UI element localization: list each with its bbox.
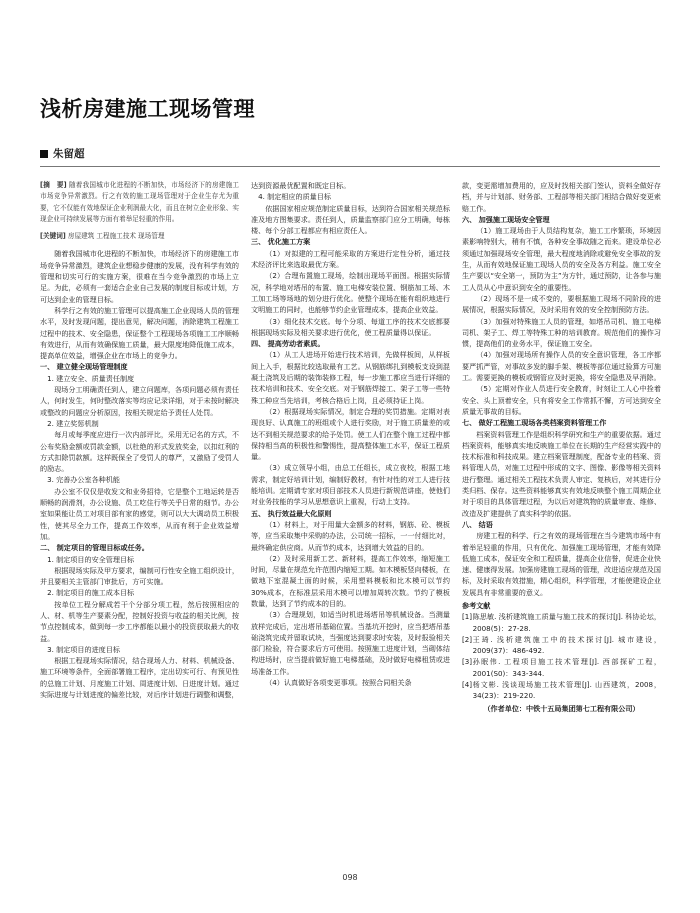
paragraph: 档案资料管理工作是组织科学研究和生产的重要依据。通过档案资料，能够真实地反映施工单位在长期的生产经营实践中的技术标准和科技成果。建立档案管理制度，配备专业的档案、资料管理人员，对施工过程中形成的文字、图像、影像等相关资料进行整理。通过相关工程技术负责人审定、复核后，对其进行分类归档、保存。这些资料能够真实有效地反映整个施工周期企业对于项目的具体管理过程，为以后对建筑物的质量审查、维修、改造及扩建提供了真实科学的依据。 [462, 429, 661, 518]
paragraph: （1）对拟建的工程可能采取的方案进行定性分析，通过技术经济评比来选取最优方案。 [251, 248, 450, 270]
reference-text: 杨文彬. 浅谈现场施工技术管理[J]. 山西建筑，2008，34(23)：219-220. [472, 680, 661, 701]
reference-item [462, 679, 661, 702]
paragraph: （1）施工现场由于人员结构复杂，施工工序繁琐，环境因素影响特别大，稍有不慎，各种安全事故随之而来。建设单位必须通过加强现场安全管理，最大程度地消除或避免安全事故的发生，从而有效地保证施工现场人员的安全及各方利益。施工安全生产要以“安全第一，预防为主”为方针，通过预防，让各参与施工人员从心中意识到安全的重要性。 [462, 226, 661, 292]
reference-number: [4] [462, 680, 473, 690]
reference-text: 陈思敏. 浅析建筑施工质量与施工技术的探讨[J]. 科协论坛，2008(5)：27-28. [472, 612, 661, 633]
section-heading: 七、 做好工程施工现场各类档案资料管理工作 [462, 418, 607, 428]
section-heading: 三、 优化施工方案 [251, 237, 311, 247]
abstract-label: [摘 要] [40, 181, 67, 189]
paragraph: （3）细化技术交底。每个分项、每道工序的技术交底都要根据现场实际及相关要求进行优化，使工程质量得以保证。 [251, 316, 450, 337]
paragraph: 科学行之有效的施工管理可以提高施工企业现场人员的管理水平，及时发现问题，提出意见，解决问题，消除建筑工程施工过程中的技术、安全隐患，保证整个工程现场各项施工工序顺畅有效进行，从而有效确保施工质量，最大限度地降低施工成本，提高单位效益，增强企业在市场上的竞争力。 [40, 305, 239, 361]
paragraph: 现场分工明确责任到人，建立问题库，各项问题必须有责任人，何时发生，何时整改落实等均应记录详细，对于未按时解决或整改的问题应分析原因，按相关规定给予责任人处罚。 [40, 385, 239, 417]
section-heading: 一、 建立健全现场管理制度 [40, 362, 128, 372]
section-heading: 二、 制定项目的管理目标或任务。 [40, 543, 149, 553]
paragraph: （2）及时采用新工艺、新材料，提高工作效率，缩短施工时间，尽量在规范允许范围内缩短工期。如木模板竖向楼板，在做地下室混凝土面的时候，采用塑料模板和比木模可以节约 30%成本，在标准层采用木模可以增加周转次数。节约了模板数量，达到了节约成本的目的。 [251, 553, 450, 608]
author-line [40, 146, 85, 161]
subsection-heading: 3. 完善办公室各种机能 [47, 475, 120, 485]
reference-item [462, 634, 661, 657]
reference-item [462, 611, 661, 634]
paragraph: 每月或每季度应进行一次内部评比，采用无记名的方式，不公布奖励金额或罚款金额，以杜绝的形式发放奖金，以扣红利的方式扣除罚款额。这样既保全了受罚人的尊严，又激励了受罚人的励志。 [40, 430, 239, 474]
column-3 [462, 180, 661, 714]
subsection-heading: 4. 制定相应的质量目标 [258, 192, 331, 202]
abstract-text: 随着我国城市化进程的不断加快，市场经济下的房建施工市场竞争异常激烈。行之有效的施工现场管理对于企业生存尤为重要，它不仅能有效地保证企业利润最大化，而且在树立企业形象、实现企业可持续发展等方面有着举足轻重的作用。 [40, 181, 239, 223]
page-number: 098 [342, 873, 358, 882]
paragraph: 随着我国城市化进程的不断加快，市场经济下的房建施工市场竞争异常激烈，建筑企业想稳步健康的发展，没有科学有效的管理和切实可行的实施方案，很难在当今竞争激烈的市场上立足。为此，必须有一套适合企业自己发展的制度目标或计划，方可达到企业的管理目标。 [40, 249, 239, 304]
paragraph: （4）认真做好各项变更事项。按照合同相关条 [265, 678, 412, 688]
subsection-heading: 1. 制定项目的安全管理目标 [47, 554, 135, 564]
paragraph: 根据现场实际及甲方要求，编制可行性安全施工组织设计，并且要相关主管部门审批后，方可实施。 [40, 565, 239, 587]
subsection-heading: 3. 制定项目的进度目标 [47, 644, 120, 654]
paragraph: 依据国家相应规范制定质量目标，达到符合国家相关规范标准及地方图集要求。责任到人，质量监察部门应分工明确，每栋楼、每个分部工程都应有相应责任人。 [251, 203, 450, 236]
paragraph: 根据工程现场实际情况，结合现场人力、材料、机械设备、施工环境等条件，全面部署施工程序，定出切实可行、有预见性的总施工计划、月度施工计划、周进度计划、日进度计划。通过实际进度与计划进度的偏差比较，对后序计划进行调整和调整， [40, 656, 239, 700]
reference-item [462, 656, 661, 679]
column-2-body [251, 180, 450, 688]
paragraph-continued: 达到资源最优配置和既定目标。 [251, 181, 351, 190]
paragraph: （2）现场不是一成不变的，要根据施工现场不同阶段的进展情况，根据实际情况，及时采用有效的安全控制预防方法。 [462, 293, 661, 315]
paragraph-continued: 款，变更需增加费用的，应及时找相关部门签认，资料全做好存档，并与计划部、财务部、工程部等相关部门相结合做好变更索赔工作。 [462, 181, 661, 213]
reference-number: [2] [462, 634, 473, 644]
header-divider [40, 166, 660, 167]
paragraph: （4）加强对现场所有操作人员的安全意识管理，各工序都要严抓严管，对事故多发的脚手架、模板等部位通过验算方可施工。需要更换的模板或钢管应及时更换，将安全隐患及早消除。 [462, 350, 661, 383]
article-title: 浅析房建施工现场管理 [40, 97, 255, 121]
column-1 [40, 180, 239, 700]
author-affiliation: （作者单位：中铁十五局集团第七工程有限公司） [483, 703, 640, 713]
paragraph: 办公室不仅仅是收发文和业务招待，它是整个工地运转是否顺畅的润滑剂，办公设施、员工吃住行等关乎日常的细节。办公室如果能让员工对项目部有家的感觉，则可以大大调动员工积极性，使其尽全力工作，提高工作效率，从而有利于企业效益增加。 [40, 486, 239, 541]
paragraph: 房建工程的科学、行之有效的现场管理在当今建筑市场中有着举足轻重的作用，只有优化、加强施工现场管理，才能有效降低施工成本，保证安全和工程质量，提高企业信誉，促进企业快速、健康得发展。加强房建施工现场的管理，改进适应规范及国标，及时采取有效措施，精心组织，科学管理，才能使建设企业发展具有非常重要的意义。 [462, 531, 661, 597]
column-1-body [40, 248, 239, 700]
subsection-heading: 1. 建立安全、质量责任制度 [47, 373, 135, 383]
paragraph: （2）合理布置施工现场，绘制出现场平面图。根据实际情况，科学地对塔吊的布置、施工电梯安装位置、钢筋加工场、木工加工场等场地的划分进行优化。使整个现场在能有组织地进行文明施工的同时，也能够节约企业管理成本，提高企业效益。 [251, 271, 450, 315]
section-heading: 八、 结语 [462, 519, 493, 529]
paragraph: （5）定期对作业人员进行安全教育，时刻让工人心中拴着安全、头上顶着安全，只有将安全工作常抓不懈，方可达到安全质量无事故的目标。 [462, 384, 661, 416]
paragraph: （3）成立领导小组，由总工任组长，成立夜校，根据工地需求，制定好培训计划，编制好教材，有针对性的对工人进行技能培训。定期请专家对项目部技术人员进行新规范讲座，使他们对业务技能的学习从思想意识上重视，行动上支持。 [251, 463, 450, 507]
keywords-text: 房屋建筑 工程施工技术 现场管理 [67, 232, 165, 241]
subsection-heading: 2. 制定项目的施工成本目标 [47, 588, 135, 598]
paragraph: （1）从工人进场开始进行技术培训，先做样板间，从样板间上入手，根据比较选取最有工艺。从钢筋绑扎到模板支设到混凝土浇筑及后期的装饰装修工程，每一步施工都应当进行详细的技术培训和技术、安全交底。对于钢筋焊接工、架子工等一些特殊工种应当先培训，考核合格后上岗，且必须持证上岗。 [251, 350, 450, 405]
reference-number: [3] [462, 657, 473, 667]
references-heading: 参考文献 [462, 600, 491, 610]
reference-text: 王琦. 浅析建筑施工中的技术探讨[J]. 城市建设，2009(37)：486-492. [472, 634, 661, 656]
reference-text: 孙眠伟. 工程项目施工技术管理[J]. 西部探矿工程，2001(S0)：343-344. [472, 657, 661, 678]
section-heading: 四、 提高劳动者素质。 [251, 339, 325, 349]
paragraph: （1）材料上，对于用量大金额多的材料，钢筋、砼、模板等，应当采取集中采购的办法，公司统一招标，一一付细比对，最终确定供应商。从而节约成本，达到增大效益的目的。 [251, 519, 450, 552]
paragraph: （2）根据现场实际情况，制定合理的奖罚措施。定期对表现良好、认真施工的班组或个人进行奖励，对于施工质量差的或达不到相关规范要求的给予处罚。使工人们在整个施工过程中都保持相当高的积极性和警惕性，提高整体施工水平，保证工程质量。 [251, 406, 450, 462]
paragraph: （3）加强对特殊施工人员的管理，如塔吊司机、施工电梯司机、架子工、焊工等特殊工种的培训教育。规范他们的操作习惯，提高他们的业务水平，保证施工安全。 [462, 316, 661, 349]
subsection-heading: 2. 建立奖惩机制 [47, 418, 99, 428]
reference-number: [1] [462, 612, 473, 622]
section-heading: 五、 执行效益最大化原则 [251, 508, 332, 518]
keywords [40, 231, 239, 242]
author-name: 朱留超 [53, 148, 85, 160]
column-3-body [462, 180, 661, 714]
keywords-label: [关键词] [40, 232, 66, 241]
abstract [40, 180, 239, 225]
paragraph: （3）合理规划，如适当时机进场塔吊等机械设备。当测量放样完成后，定出塔吊基础位置。当基坑开挖时，应当把塔吊基础浇筑完成并留取试块，当强度达到要求时安装，及时报验相关部门检验，符合要求后方可使用。按照施工进度计划，当砌体结构进场时，应当提前做好施工电梯基础，及时做好电梯租赁或进场准备工作。 [251, 610, 450, 676]
column-2 [251, 180, 450, 688]
paragraph: 按单位工程分解成若干个分部分项工程，然后按照相应的人、材、机等生产要素分配，控制好投资与收益的相关比例，按节点控制成本，做到每一步工序都能以最小的投资获取最大的收益。 [40, 599, 239, 643]
section-heading: 六、 加强施工现场安全管理 [462, 214, 550, 224]
square-bullet-icon [40, 150, 48, 158]
